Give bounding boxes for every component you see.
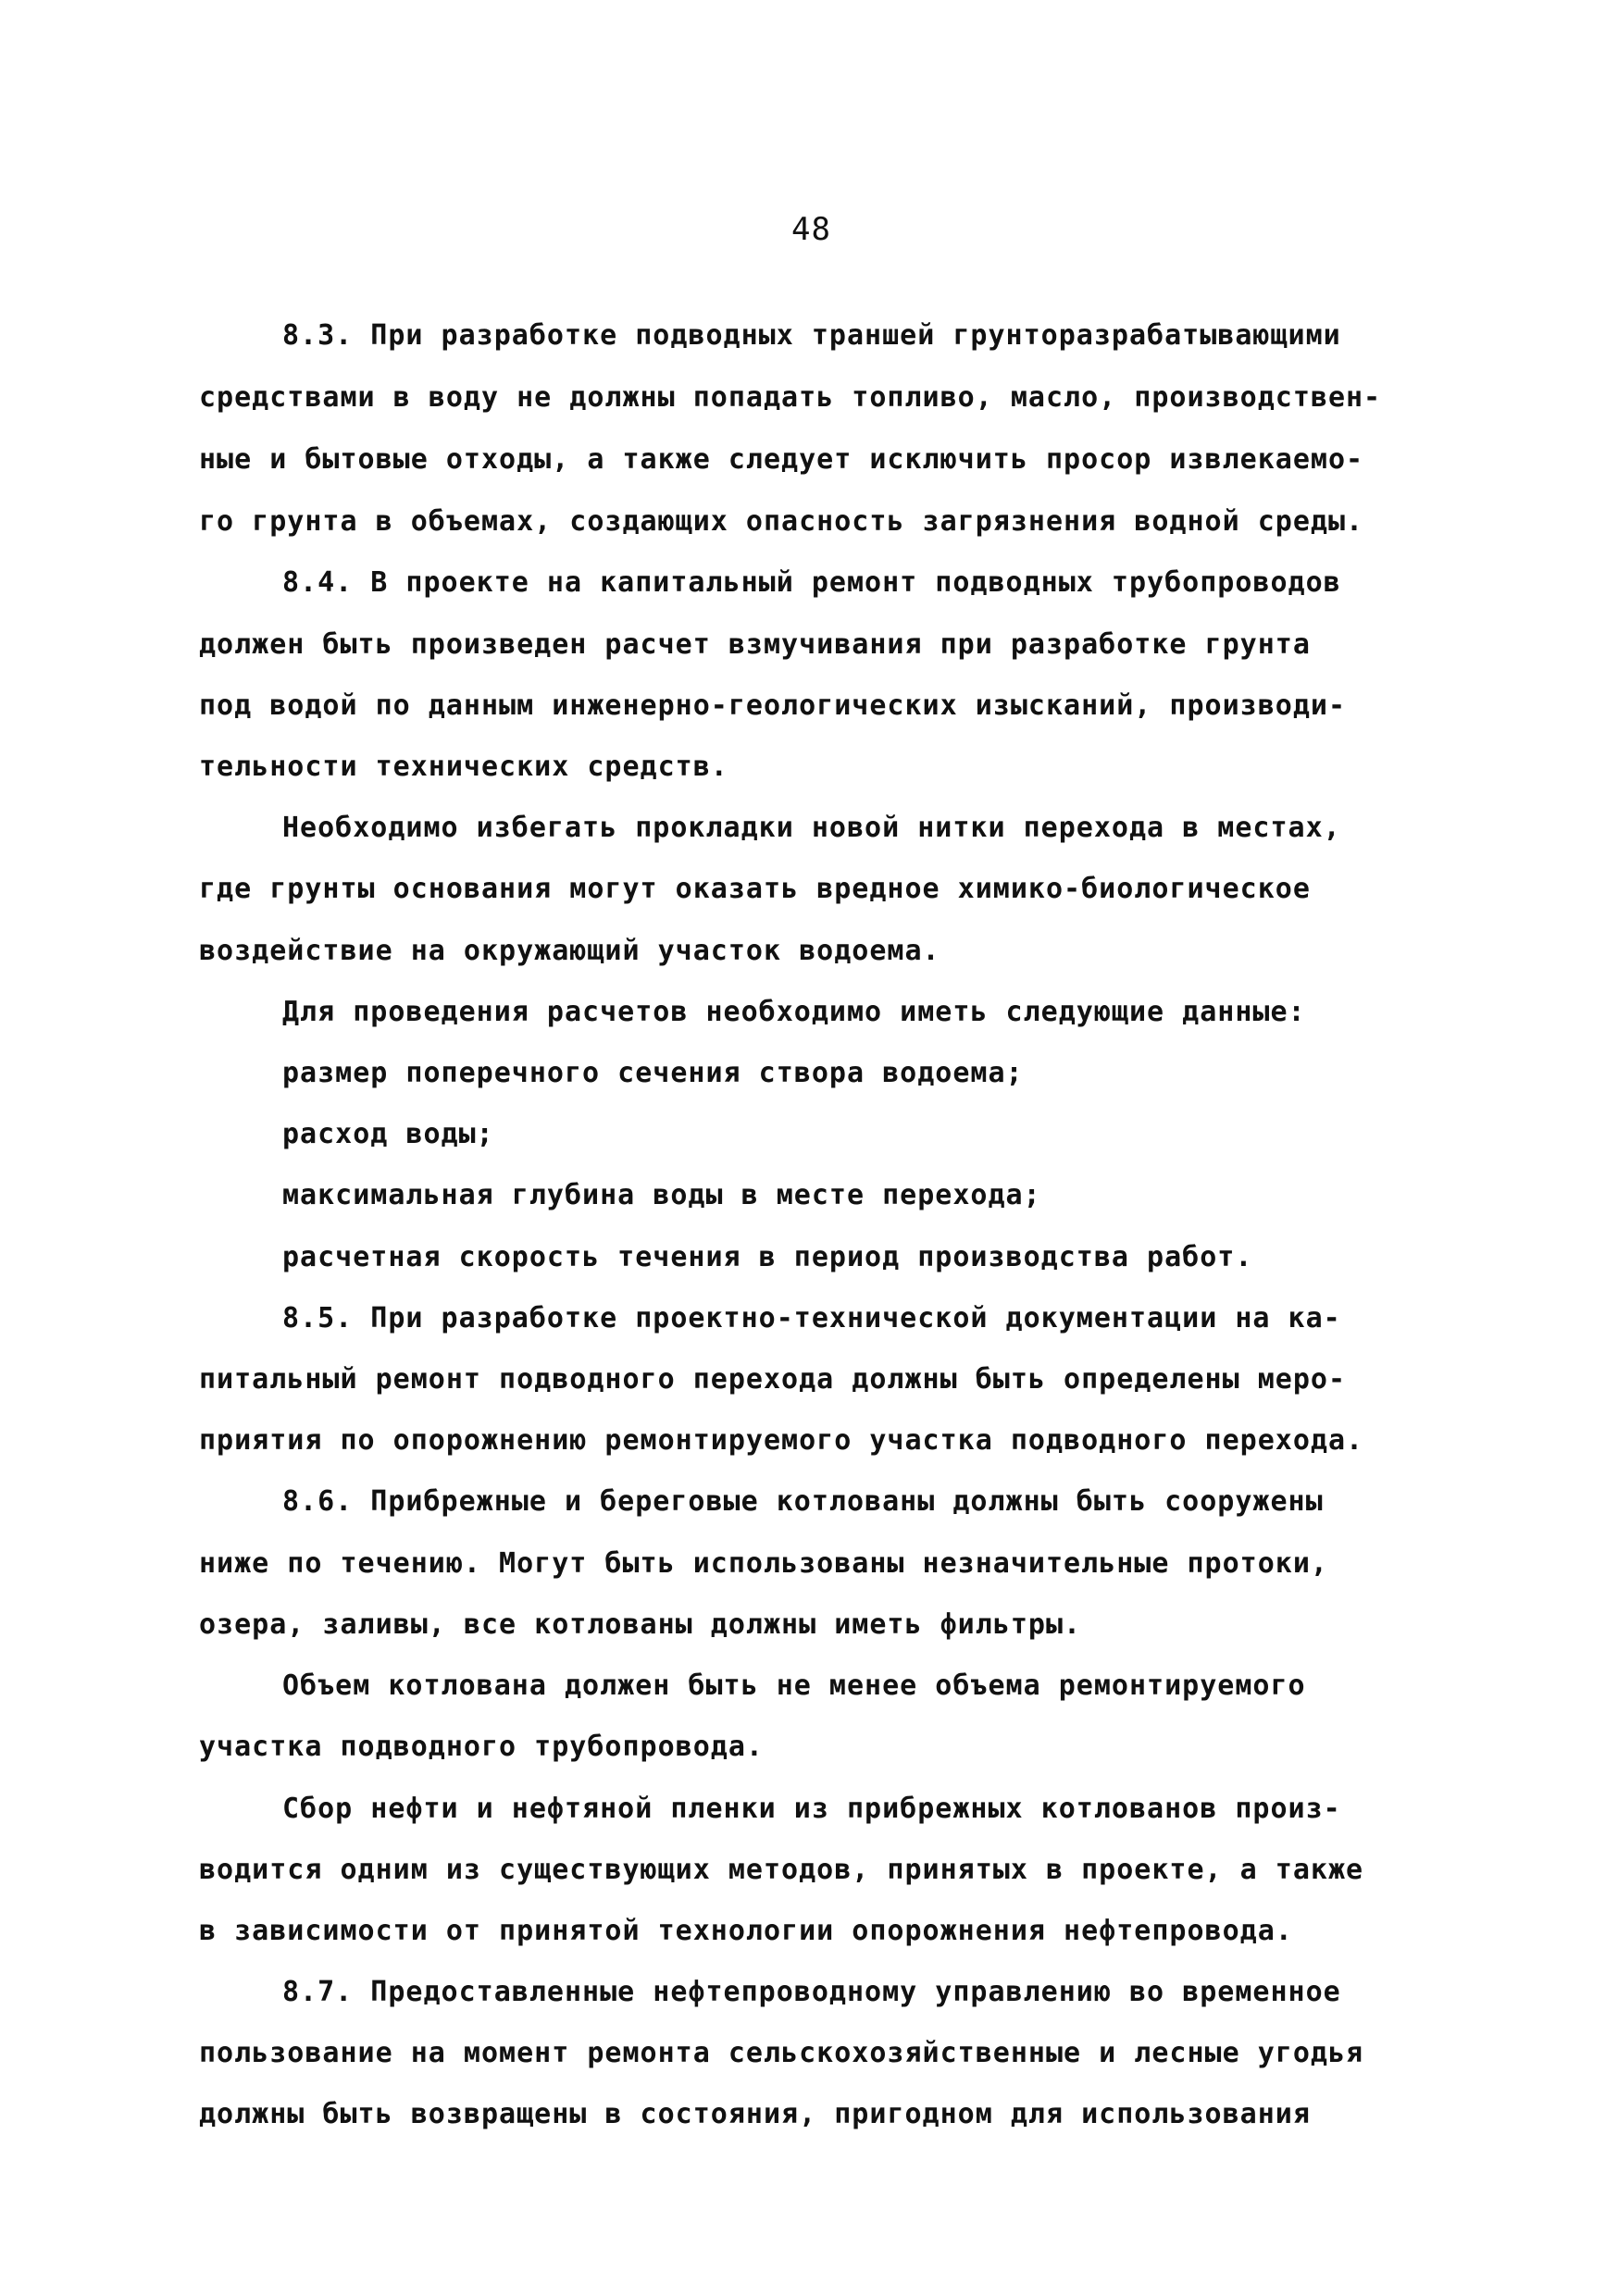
text-line: расчетная скорость течения в период производства работ.: [282, 1241, 1253, 1273]
text-line: озера, заливы, все котлованы должны иметь фильтры.: [199, 1608, 1082, 1641]
text-line: воздействие на окружающий участок водоема.: [199, 935, 940, 967]
text-line: ные и бытовые отходы, а также следует исключить просор извлекаемо-: [199, 443, 1364, 476]
text-line: расход воды;: [282, 1118, 494, 1150]
text-line: го грунта в объемах, создающих опасность загрязнения водной среды.: [199, 505, 1364, 538]
text-line: 8.3. При разработке подводных траншей грунторазрабатывающими: [282, 319, 1341, 352]
text-line: размер поперечного сечения створа водоема;: [282, 1057, 1024, 1089]
text-line: водится одним из существующих методов, принятых в проекте, а также: [199, 1854, 1364, 1886]
text-line: 8.5. При разработке проектно-технической документации на ка-: [282, 1302, 1341, 1334]
text-line: тельности технических средств.: [199, 751, 728, 783]
text-line: максимальная глубина воды в месте перехода;: [282, 1179, 1041, 1211]
text-line: Сбор нефти и нефтяной пленки из прибрежных котлованов произ-: [282, 1793, 1341, 1825]
text-line: питальный ремонт подводного перехода должны быть определены меро-: [199, 1363, 1346, 1396]
text-line: приятия по опорожнению ремонтируемого участка подводного перехода.: [199, 1424, 1364, 1457]
text-line: 8.6. Прибрежные и береговые котлованы должны быть сооружены: [282, 1485, 1324, 1518]
text-line: где грунты основания могут оказать вредное химико-биологическое: [199, 873, 1311, 905]
text-line: пользование на момент ремонта сельскохозяйственные и лесные угодья: [199, 2037, 1364, 2069]
text-line: 8.7. Предоставленные нефтепроводному управлению во временное: [282, 1976, 1341, 2008]
text-line: ниже по течению. Могут быть использованы незначительные протоки,: [199, 1547, 1328, 1580]
text-line: должны быть возвращены в состояния, пригодном для использования: [199, 2098, 1311, 2130]
text-line: участка подводного трубопровода.: [199, 1731, 764, 1763]
page-number: 48: [791, 211, 831, 248]
text-line: 8.4. В проекте на капитальный ремонт подводных трубопроводов: [282, 566, 1341, 599]
text-line: Для проведения расчетов необходимо иметь следующие данные:: [282, 996, 1306, 1028]
text-line: Необходимо избегать прокладки новой нитки перехода в местах,: [282, 812, 1341, 844]
text-line: средствами в воду не должны попадать топливо, масло, производствен-: [199, 381, 1382, 414]
text-line: под водой по данным инженерно-геологических изысканий, производи-: [199, 689, 1346, 722]
text-line: в зависимости от принятой технологии опорожнения нефтепровода.: [199, 1915, 1293, 1947]
text-line: Объем котлована должен быть не менее объема ремонтируемого: [282, 1669, 1306, 1702]
text-line: должен быть произведен расчет взмучивания при разработке грунта: [199, 628, 1311, 661]
